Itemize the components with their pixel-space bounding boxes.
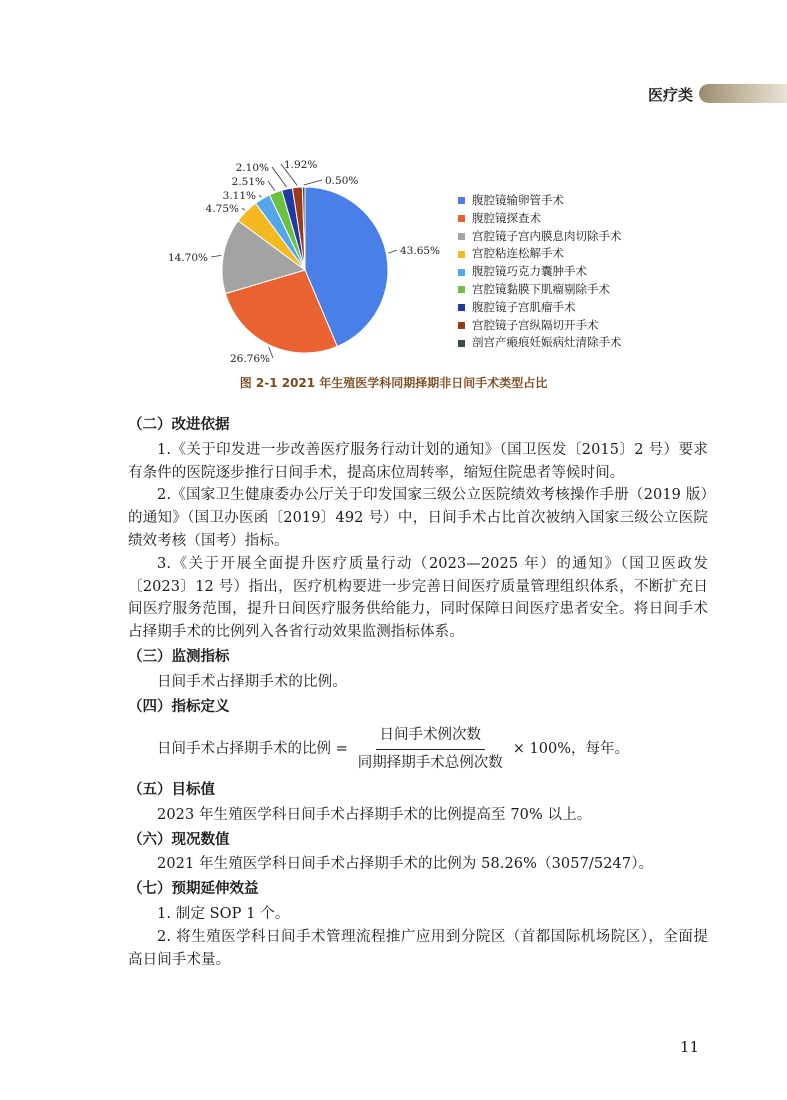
- paragraph: 1. 制定 SOP 1 个。: [157, 905, 290, 922]
- leader-line: [388, 250, 397, 253]
- legend-item: [458, 210, 622, 228]
- data-label: 3.11%: [222, 190, 256, 202]
- data-label: 0.50%: [325, 175, 359, 187]
- legend-item: [458, 281, 622, 299]
- section-tab-bar: [699, 84, 787, 103]
- section-heading-benefits: （七）预期延伸效益: [128, 881, 259, 898]
- leader-line: [242, 208, 245, 210]
- formula: [128, 724, 708, 775]
- legend-label: 腹腔镜探查术: [472, 210, 541, 225]
- legend-swatch: [458, 304, 465, 311]
- legend-swatch: [458, 286, 465, 293]
- legend-label: 腹腔镜子宫肌瘤手术: [472, 299, 576, 314]
- data-label: 4.75%: [205, 203, 239, 215]
- paragraph: 3.《关于开展全面提升医疗质量行动（2023—2025 年）的通知》（国卫医政发〔2023〕12 号）指出，医疗机构要进一步完善日间医疗质量管理组织体系，不断扩充日间医疗服务范围，提升日间医疗服务供给能力，同时保障日间医疗患者安全。将日间手术占择期手术的比例列入各省行动效果监测指标体系。: [128, 555, 708, 641]
- paragraph: 2.《国家卫生健康委办公厅关于印发国家三级公立医院绩效考核操作手册（2019 版）的通知》（国卫办医函〔2019〕492 号）中，日间手术占比首次被纳入国家三级公立医院绩效考核（国考）指标。: [128, 487, 708, 549]
- legend-item: [458, 334, 622, 352]
- formula-lhs: 日间手术占择期手术的比例 =: [157, 741, 348, 758]
- legend-item: [458, 317, 622, 335]
- page-number: 11: [680, 1038, 700, 1056]
- paragraph: 2. 将生殖医学科日间手术管理流程推广应用到分院区（首都国际机场院区），全面提高日间手术量。: [128, 928, 708, 968]
- data-label: 43.65%: [400, 245, 441, 257]
- section-heading-definition: （四）指标定义: [128, 698, 230, 715]
- formula-rhs: × 100%，每年。: [512, 741, 629, 758]
- section-heading-indicator: （三）监测指标: [128, 648, 230, 665]
- legend-item: [458, 245, 622, 263]
- legend-label: 宫腔粘连松解手术: [472, 246, 564, 261]
- leader-line: [268, 181, 275, 191]
- data-label: 1.92%: [284, 159, 318, 171]
- legend-item: [458, 228, 622, 246]
- formula-fraction: [354, 724, 507, 775]
- figure-caption: 图 2-1 2021 年生殖医学科同期择期非日间手术类型占比: [239, 376, 548, 390]
- legend-swatch: [458, 251, 465, 258]
- formula-numerator: 日间手术例次数: [376, 724, 486, 750]
- legend-label: 宫腔镜子宫纵隔切开手术: [472, 317, 599, 332]
- legend-swatch: [458, 215, 465, 222]
- section-heading-status: （六）现况数值: [128, 831, 230, 848]
- section-heading-target: （五）目标值: [128, 781, 215, 798]
- legend-swatch: [458, 322, 465, 329]
- paragraph: 1.《关于印发进一步改善医疗服务行动计划的通知》（国卫医发〔2015〕2 号）要求有条件的医院逐步推行日间手术，提高床位周转率，缩短住院患者等候时间。: [128, 441, 708, 481]
- paragraph: 日间手术占择期手术的比例。: [157, 673, 347, 690]
- legend-label: 宫腔镜子宫内膜息肉切除手术: [472, 228, 622, 243]
- data-label: 2.51%: [231, 176, 265, 188]
- legend-swatch: [458, 233, 465, 240]
- paragraph: 2023 年生殖医学科日间手术占择期手术的比例提高至 70% 以上。: [157, 806, 592, 823]
- legend-item: [458, 263, 622, 281]
- data-label: 2.10%: [235, 162, 269, 174]
- legend-label: 腹腔镜巧克力囊肿手术: [472, 264, 587, 279]
- leader-line: [304, 180, 322, 185]
- data-label: 14.70%: [167, 252, 208, 264]
- legend-item: [458, 299, 622, 317]
- leader-line: [259, 195, 261, 197]
- legend-label: 剖宫产瘢痕妊娠病灶清除手术: [472, 335, 622, 350]
- legend-label: 宫腔镜黏膜下肌瘤剔除手术: [472, 281, 610, 296]
- legend-item: [458, 192, 622, 210]
- section-label: 医疗类: [648, 86, 694, 104]
- paragraph: 2021 年生殖医学科日间手术占择期手术的比例为 58.26%（3057/5247）。: [157, 856, 654, 873]
- document-body: [128, 412, 708, 971]
- legend-label: 腹腔镜输卵管手术: [472, 193, 564, 207]
- legend-swatch: [458, 197, 465, 204]
- legend-swatch: [458, 269, 465, 276]
- data-label: 26.76%: [229, 353, 270, 365]
- chart-legend: [458, 192, 622, 352]
- leader-line: [211, 255, 221, 257]
- pie-chart: [0, 150, 787, 375]
- section-heading-basis: （二）改进依据: [128, 417, 230, 433]
- legend-swatch: [458, 340, 465, 347]
- formula-denominator: 同期择期手术总例次数: [357, 755, 503, 772]
